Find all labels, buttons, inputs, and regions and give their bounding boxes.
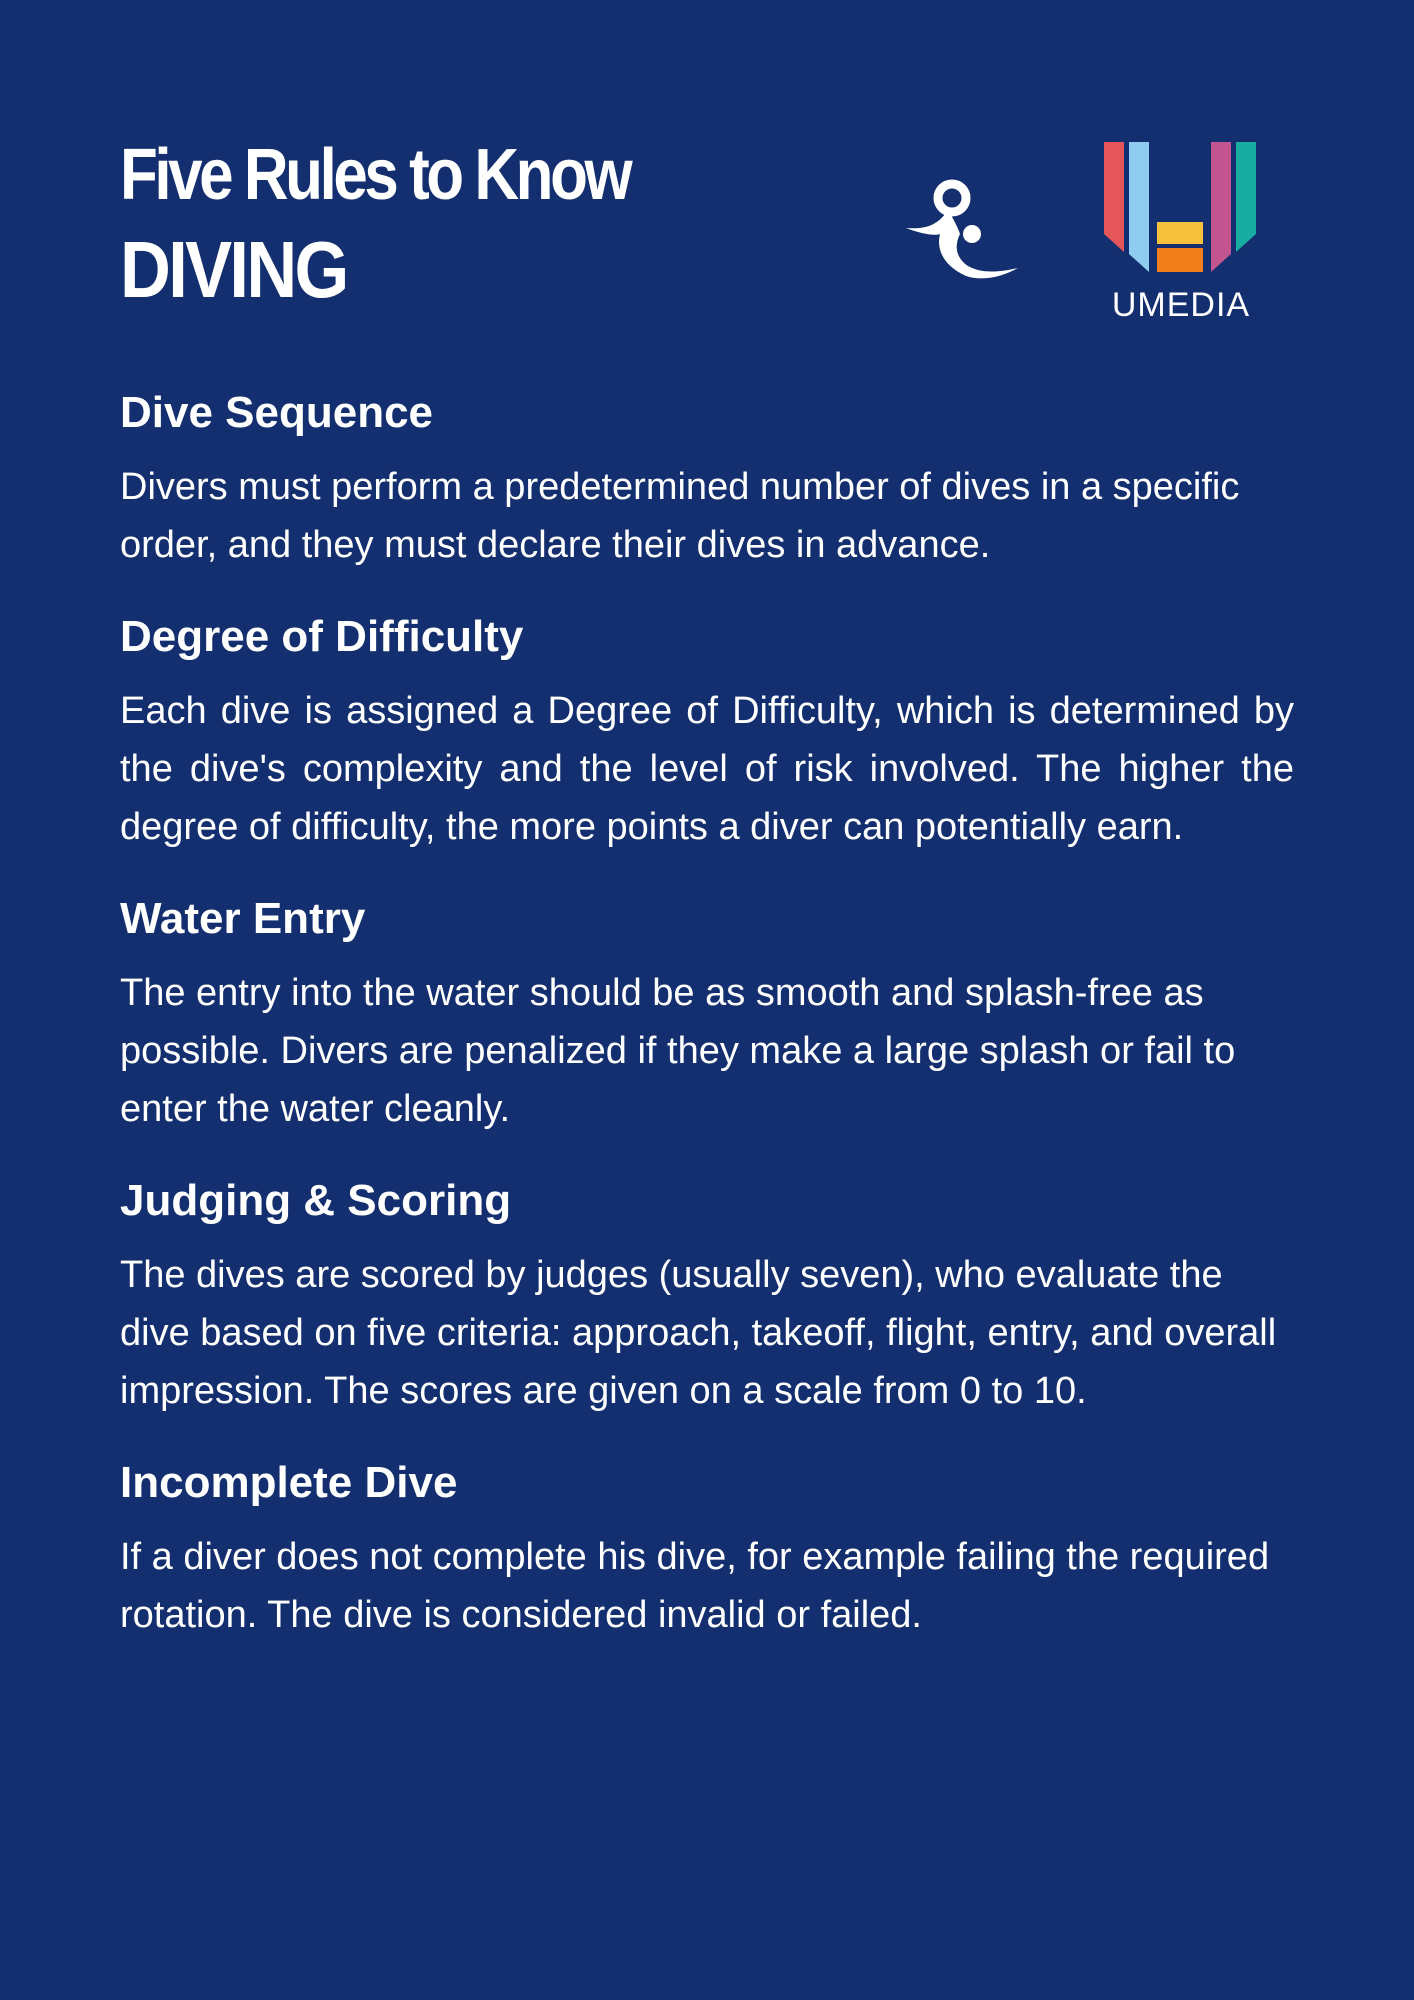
rule-body: Divers must perform a predetermined number of dives in a specific order, and they must declare their dives in advance. bbox=[120, 466, 1240, 566]
rule-heading: Dive Sequence bbox=[120, 388, 434, 437]
page-subtitle-diving: DIVING bbox=[120, 225, 347, 314]
rule-heading: Water Entry bbox=[120, 894, 366, 943]
rule-incomplete-dive bbox=[120, 1454, 1294, 1644]
rule-degree-of-difficulty bbox=[120, 608, 1294, 856]
rule-heading: Degree of Difficulty bbox=[120, 612, 524, 661]
rule-judging-scoring bbox=[120, 1172, 1294, 1420]
rule-body: The entry into the water should be as smooth and splash-free as possible. Divers are penalized if they make a large splash or fail to enter the water cleanly. bbox=[120, 972, 1236, 1130]
umedia-logo-text: UMEDIA bbox=[1111, 286, 1251, 324]
umedia-logo bbox=[1096, 140, 1266, 330]
rule-heading: Judging & Scoring bbox=[120, 1176, 512, 1225]
rule-dive-sequence bbox=[120, 384, 1294, 574]
rule-body: Each dive is assigned a Degree of Difficulty, which is determined by the dive's complexity and the level of risk involved. The higher the degree of difficulty, the more points a diver can potentially earn. bbox=[120, 690, 1294, 848]
page-title: Five Rules to Know bbox=[120, 135, 630, 215]
rule-body: If a diver does not complete his dive, for example failing the required rotation. The dive is considered invalid or failed. bbox=[120, 1536, 1270, 1636]
rule-heading: Incomplete Dive bbox=[120, 1458, 458, 1507]
diver-icon bbox=[900, 170, 1020, 300]
rules-list bbox=[120, 384, 1294, 1678]
rule-body: The dives are scored by judges (usually seven), who evaluate the dive based on five criteria: approach, takeoff, flight, entry, and overall impression. The scores are given on a scale from 0 to 10. bbox=[120, 1254, 1277, 1412]
rule-water-entry bbox=[120, 890, 1294, 1138]
